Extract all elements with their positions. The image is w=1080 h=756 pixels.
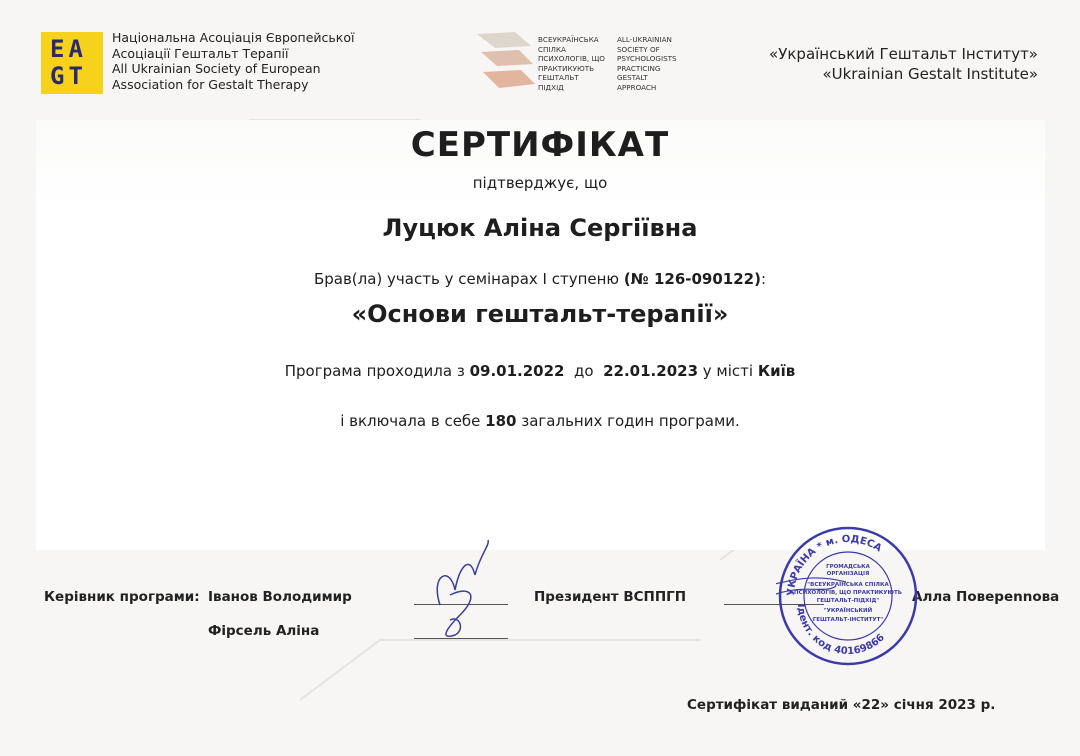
head-label: Керівник програми: <box>44 589 200 605</box>
org-line: Association for Gestalt Therapy <box>112 76 309 92</box>
stamp-line: ГЕШТАЛЬТ-ІНСТИТУТ" <box>812 617 884 623</box>
stamp-bottom-text: Ідент. код 40169866 <box>794 603 887 658</box>
institute-name <box>700 44 1038 84</box>
recipient-name: Луцюк Аліна Сергіївна <box>382 214 698 242</box>
participation-text: Брав(ла) участь у семінарах І ступеню <box>313 270 624 288</box>
vspp-line: ALL-UKRAINIAN <box>617 35 672 44</box>
stamp-line: "ВСЕУКРАЇНСЬКА СПІЛКА <box>807 582 889 588</box>
eagt-org-name <box>112 30 354 92</box>
issued-line <box>687 697 995 713</box>
stamp-line: ГРОМАДСЬКА <box>826 564 870 570</box>
issued-month: січня <box>889 697 939 713</box>
vspp-text-en <box>617 35 677 93</box>
vspp-line: ПРАКТИКУЮТЬ <box>538 63 595 73</box>
vspp-text-ua <box>538 35 605 93</box>
institute-en: «Ukrainian Gestalt Institute» <box>822 65 1038 83</box>
stamp-line: ПСИХОЛОГІВ, ЩО ПРАКТИКУЮТЬ <box>794 590 902 596</box>
issued-day: «22» <box>852 697 890 713</box>
certificate-title: СЕРТИФІКАТ <box>410 125 670 165</box>
president-label: Президент ВСППГП <box>534 589 687 605</box>
vspp-line: GESTALT <box>617 73 648 83</box>
president-name: Алла Поверennова <box>912 589 1060 605</box>
stamp-top-text: УКРАЇНА * м. ОДЕСА <box>785 533 884 597</box>
org-line: Національна Асоціація Європейської <box>112 30 355 45</box>
head-name-1: Іванов Володимир <box>208 589 352 605</box>
signature-head <box>420 535 500 645</box>
city-prefix: у місті <box>698 362 758 380</box>
vspp-line: SOCIETY OF <box>617 44 660 54</box>
colon: : <box>760 270 767 288</box>
vspp-line: ПСИХОЛОГІВ, ЩО <box>538 54 605 64</box>
vspp-logo <box>475 30 537 92</box>
vspp-line: СПІЛКА <box>538 44 566 54</box>
org-line: Асоціації Гештальт Терапії <box>112 45 289 61</box>
hours-line <box>0 412 1080 430</box>
program-dates-line <box>0 362 1080 380</box>
vspp-line: PRACTICING <box>617 63 661 73</box>
issued-year: 2023 р. <box>938 697 996 713</box>
vspp-line: APPROACH <box>617 82 657 92</box>
vspp-line: ПІДХІД <box>538 82 564 92</box>
institute-ua: «Український Гештальт Інститут» <box>769 45 1038 63</box>
course-title: «Основи гештальт-терапії» <box>351 300 729 328</box>
eagt-logo-letters: EAGT <box>50 35 87 90</box>
stamp-line: "УКРАЇНСЬКИЙ <box>823 608 873 614</box>
program-prefix: Програма проходила з <box>284 362 470 380</box>
confirms-text: підтверджує, що <box>472 174 608 192</box>
date-from: 09.01.2022 <box>469 362 565 380</box>
vspp-line: ВСЕУКРАЇНСЬКА <box>538 35 599 44</box>
hours-prefix: і включала в себе <box>340 412 486 430</box>
participation-line <box>0 270 1080 288</box>
seminar-number: (№ 126-090122) <box>623 270 761 288</box>
vspp-line: ГЕШТАЛЬТ <box>538 73 579 83</box>
city: Київ <box>757 362 796 380</box>
date-to: 22.01.2023 <box>603 362 699 380</box>
stamp-line: ГЕШТАЛЬТ-ПІДХІД" <box>816 598 880 604</box>
official-stamp <box>776 524 920 668</box>
stamp-line: ОРГАНІЗАЦІЯ <box>826 571 870 577</box>
eagt-logo <box>41 32 103 94</box>
issued-prefix: Сертифікат виданий <box>687 697 853 713</box>
hours-value: 180 <box>485 412 517 430</box>
org-line: All Ukrainian Society of European <box>112 61 321 76</box>
hours-suffix: загальних годин програми. <box>516 412 740 430</box>
head-name-2: Фірсель Аліна <box>208 623 320 639</box>
to-text: до <box>564 362 604 380</box>
vspp-line: PSYCHOLOGISTS <box>617 54 677 64</box>
